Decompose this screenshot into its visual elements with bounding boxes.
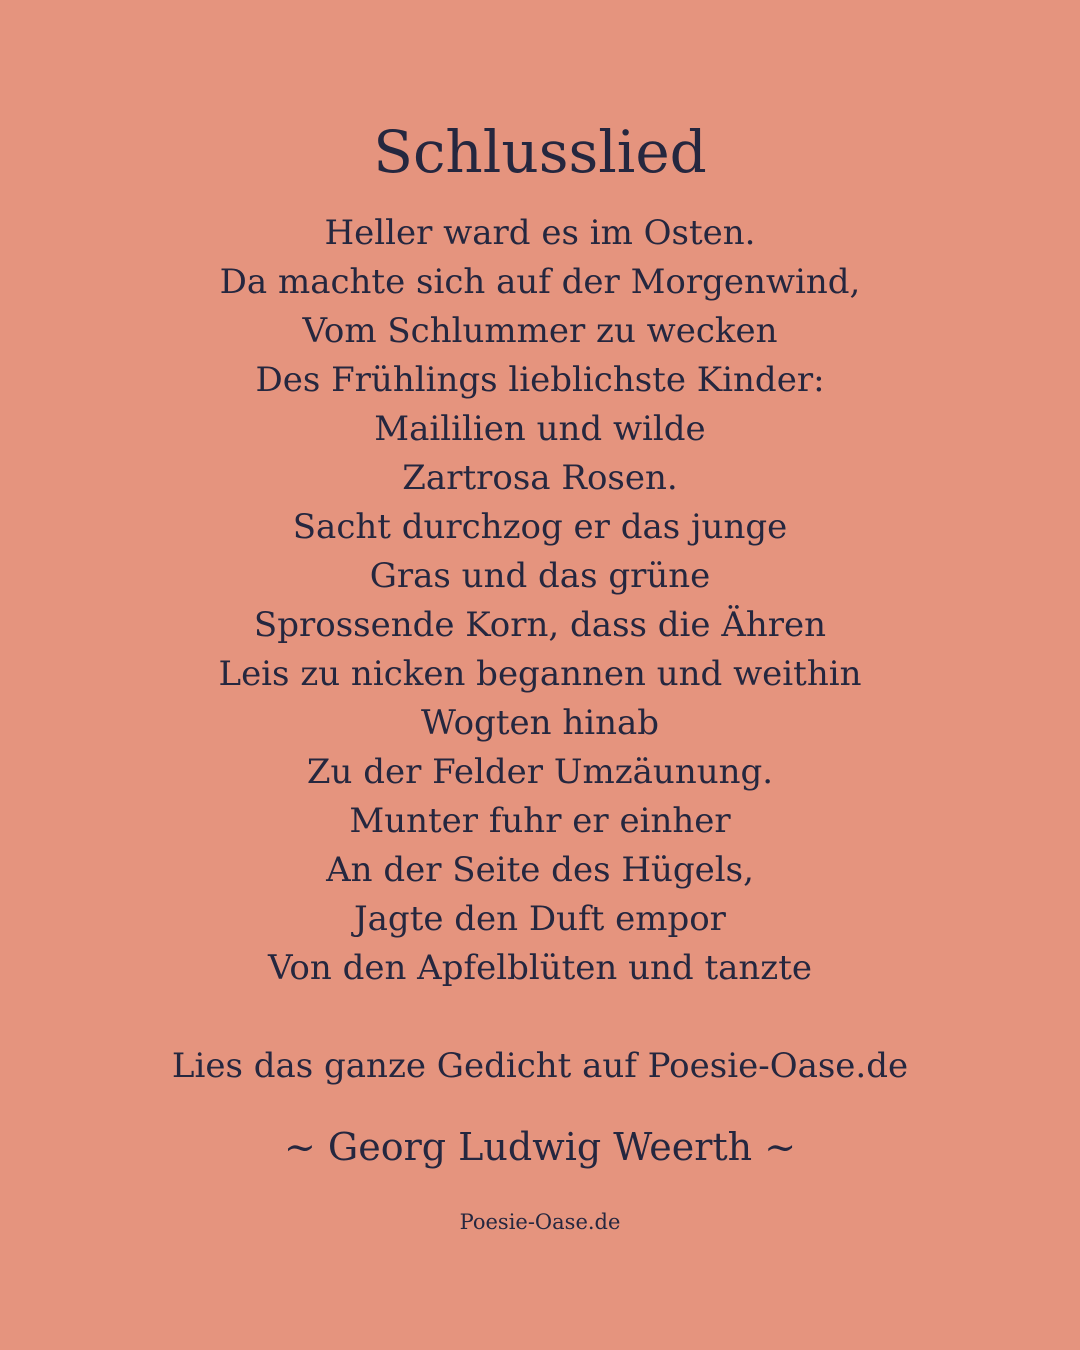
poem-line: Heller ward es im Osten. bbox=[324, 213, 756, 253]
poem-line: Jagte den Duft empor bbox=[354, 899, 726, 939]
poem-line: Von den Apfelblüten und tanzte bbox=[267, 948, 813, 988]
poem-line: Sprossende Korn, dass die Ähren bbox=[253, 605, 827, 645]
author-name: ~ Georg Ludwig Weerth ~ bbox=[283, 1125, 797, 1169]
poem-line: Leis zu nicken begannen und weithin bbox=[218, 654, 862, 694]
poem-line: Sacht durchzog er das junge bbox=[292, 507, 788, 547]
poem-line: Maililien und wilde bbox=[374, 409, 706, 449]
poem-line: Wogten hinab bbox=[420, 703, 660, 743]
poem-line: An der Seite des Hügels, bbox=[326, 850, 754, 890]
poem-line: Vom Schlummer zu wecken bbox=[302, 311, 778, 351]
poem-line: Munter fuhr er einher bbox=[349, 801, 731, 841]
read-full-poem-text: Lies das ganze Gedicht auf Poesie-Oase.de bbox=[171, 1046, 909, 1086]
site-watermark: Poesie-Oase.de bbox=[459, 1210, 621, 1234]
poem-line: Des Frühlings lieblichste Kinder: bbox=[255, 360, 825, 400]
poem-line: Zu der Felder Umzäunung. bbox=[306, 752, 774, 792]
poem-line: Zartrosa Rosen. bbox=[402, 458, 678, 498]
poem-body bbox=[0, 209, 1080, 993]
poem-line: Da machte sich auf der Morgenwind, bbox=[219, 262, 861, 302]
poem-line: Gras und das grüne bbox=[369, 556, 711, 596]
poem-title: Schlusslied bbox=[373, 118, 707, 186]
